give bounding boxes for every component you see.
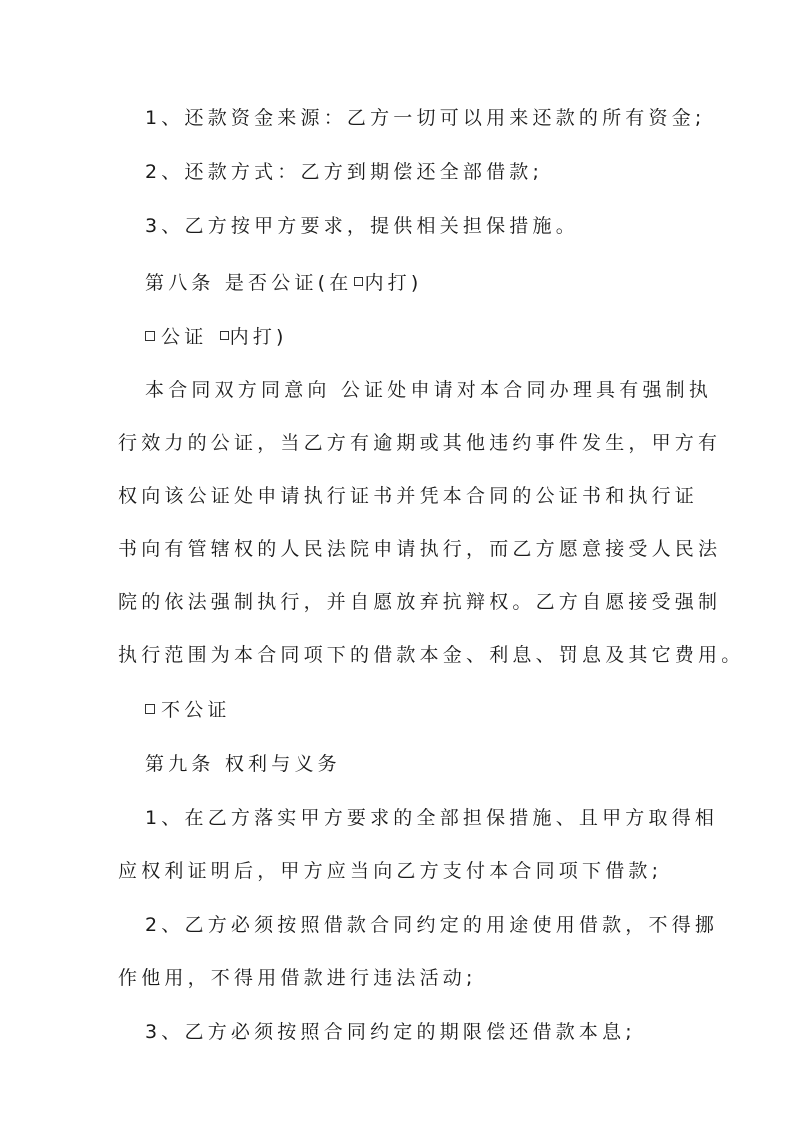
right-2-line-1: 2、乙方必须按照借款合同约定的用途使用借款，不得挪 (145, 914, 719, 936)
option-notarize (145, 324, 705, 350)
notarize-checkbox[interactable] (145, 331, 155, 341)
notarization-paragraph-line-5: 院的依法强制执行，并自愿放弃抗辩权。乙方自愿接受强制 (118, 591, 722, 613)
right-1-line-1: 1、在乙方落实甲方要求的全部担保措施、且甲方取得相 (145, 807, 719, 829)
article-8-title (145, 270, 705, 296)
checkbox-icon (354, 277, 363, 286)
right-2-line-2: 作他用，不得用借款进行违法活动; (118, 967, 477, 989)
notarization-paragraph-line-1: 本合同双方同意向 公证处申请对本合同办理具有强制执 (145, 379, 713, 401)
option-notarize-label-a: 公证 (161, 326, 218, 348)
repayment-source: 1、还款资金来源：乙方一切可以用来还款的所有资金; (145, 107, 706, 129)
checkbox-icon (220, 331, 229, 340)
no-notarize-checkbox[interactable] (145, 704, 155, 714)
guarantee-measures: 3、乙方按甲方要求，提供相关担保措施。 (145, 215, 579, 237)
article-8-title-text-a: 第八条 是否公证(在 (145, 272, 353, 294)
right-3: 3、乙方必须按照合同约定的期限偿还借款本息; (145, 1021, 636, 1043)
option-notarize-label-b: 内打) (229, 326, 288, 348)
repayment-method: 2、还款方式：乙方到期偿还全部借款; (145, 161, 544, 183)
option-no-notarize (145, 697, 705, 723)
article-9-title: 第九条 权利与义务 (145, 753, 341, 775)
notarization-paragraph-line-3: 权向该公证处申请执行证书并凭本合同的公证书和执行证 (118, 485, 699, 507)
article-8-title-text-b: 内打) (364, 272, 423, 294)
notarization-paragraph-line-2: 行效力的公证，当乙方有逾期或其他违约事件发生，甲方有 (118, 432, 722, 454)
notarization-paragraph-line-6: 执行范围为本合同项下的借款本金、利息、罚息及其它费用。 (118, 644, 745, 666)
right-1-line-2: 应权利证明后，甲方应当向乙方支付本合同项下借款; (118, 860, 663, 882)
option-no-notarize-label: 不公证 (161, 699, 231, 721)
notarization-paragraph-line-4: 书向有管辖权的人民法院申请执行，而乙方愿意接受人民法 (118, 538, 722, 560)
